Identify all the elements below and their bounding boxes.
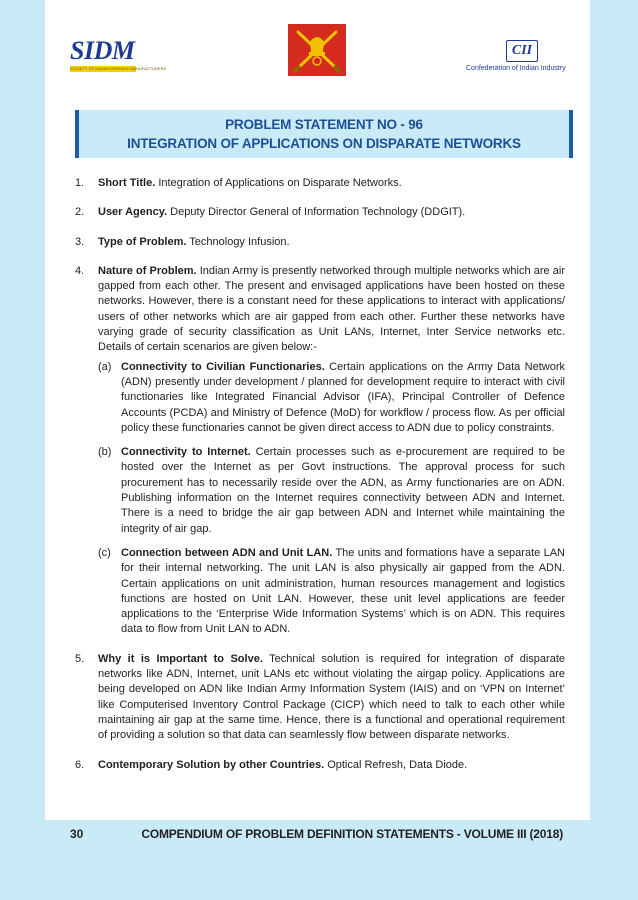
section-text: Technology Infusion. xyxy=(189,235,290,248)
left-margin-band xyxy=(0,0,45,900)
subsection-unit-lan xyxy=(98,546,565,638)
subsection-label: (a) xyxy=(98,360,112,373)
sidm-logo-word: SIDM xyxy=(70,36,135,65)
document-body xyxy=(75,176,565,787)
section-text: Integration of Applications on Disparate Networks. xyxy=(158,177,402,189)
subsection-text: Certain applications on the Army Data Network (ADN) presently under development / planned for development require to interact with civil functionaries like Integrated Financial Advisor (IFA), Principal Controller of Defence Accounts (PCDA) and Ministry of Defence (MoD) for workflow / process flow. As per official policy these functionaries cannot be given direct access to ADN due to policy constraints. xyxy=(121,360,565,434)
subsection-text: Certain processes such as e-procurement are required to be hosted over the Internet as per Govt instructions. The approval process for such procurement has to necessarily reside over the ADN, as Army functionaries are on ADN. Publishing information on the Internet requires connectivity between ADN and Internet. There is a need to bridge the air gap between ADN and Internet while maintaining the integrity of air gap. xyxy=(121,446,565,535)
subsection-label: (b) xyxy=(98,446,112,459)
section-number: 5. xyxy=(75,652,85,665)
subsection-heading: Connection between ADN and Unit LAN. xyxy=(121,546,333,559)
sidm-logo-tagline: SOCIETY OF INDIAN DEFENCE MANUFACTURERS xyxy=(70,66,167,71)
section-heading: Contemporary Solution by other Countries. xyxy=(98,758,325,771)
section-number: 1. xyxy=(75,177,85,189)
section-contemporary-solution xyxy=(75,758,565,773)
footer-title: COMPENDIUM OF PROBLEM DEFINITION STATEMENTS - VOLUME III (2018) xyxy=(141,827,563,841)
section-user-agency xyxy=(75,205,565,220)
subsection-heading: Connectivity to Civilian Functionaries. xyxy=(121,360,325,373)
section-heading: Short Title. xyxy=(98,177,156,189)
cii-logo-name: Confederation of Indian Industry xyxy=(466,65,566,72)
subsection-internet xyxy=(98,445,565,537)
subsection-label: (c) xyxy=(98,546,111,559)
section-text: Optical Refresh, Data Diode. xyxy=(327,758,468,771)
section-number: 2. xyxy=(75,206,85,219)
section-heading: User Agency. xyxy=(98,206,168,219)
page-number: 30 xyxy=(70,827,84,841)
section-heading: Nature of Problem. xyxy=(98,264,197,277)
cii-logo xyxy=(466,40,576,72)
subsection-text: The units and formations have a separate LAN for their internal networking. The unit LAN is also physically air gapped from the ADN. Certain applications on unit administration, human resources management and logistics functions are hosted on Unit LAN. However, these unit level applications are feeder applications to the ‘Enterprise Wide Information Systems’ which is on ADN. This requires data to flow from Unit LAN to ADN. xyxy=(121,546,565,636)
subsection-civilian-functionaries xyxy=(98,360,565,436)
sidm-logo xyxy=(70,36,167,72)
section-number: 6. xyxy=(75,758,85,771)
section-text: Indian Army is presently networked through multiple networks which are air gapped from each other. The present and envisaged applications have been hosted on these networks. However, there is a constant need for these applications to interact with applications/ users of other networks which are air gapped from each other. Further these networks have varying grade of security classification as Unit LANs, Internet, Inter Service networks etc. Details of certain scenarios are given below:- xyxy=(98,264,565,354)
section-short-title xyxy=(75,176,565,191)
section-heading: Why it is Important to Solve. xyxy=(98,652,263,665)
problem-statement-number: PROBLEM STATEMENT NO - 96 xyxy=(225,117,423,132)
problem-statement-title-box xyxy=(75,110,573,158)
section-text: Deputy Director General of Information Technology (DDGIT). xyxy=(170,206,466,219)
subsection-heading: Connectivity to Internet. xyxy=(121,446,251,459)
section-nature-of-problem xyxy=(75,264,565,638)
section-number: 4. xyxy=(75,264,85,277)
section-why-important xyxy=(75,652,565,744)
problem-statement-title: INTEGRATION OF APPLICATIONS ON DISPARATE NETWORKS xyxy=(127,136,521,151)
section-number: 3. xyxy=(75,235,85,248)
section-text: Technical solution is required for integration of disparate networks like ADN, Internet, unit LANs etc without violating the airgap policy. Applications are being developed on ADN like Indian Army Information System (IAIS) and on ‘VPN on Internet’ like Computerised Inventory Control Package (CICP) which need to talk to each other while maintaining air gap at the same time. Hence, there is a functional and operational requirement of providing a solution so that data can seamlessly flow between disparate networks. xyxy=(98,652,565,742)
section-heading: Type of Problem. xyxy=(98,235,187,248)
cii-logo-mark: CII xyxy=(506,40,538,62)
indian-army-emblem-icon xyxy=(288,24,346,76)
section-type-of-problem xyxy=(75,235,565,250)
right-margin-band xyxy=(590,0,638,900)
